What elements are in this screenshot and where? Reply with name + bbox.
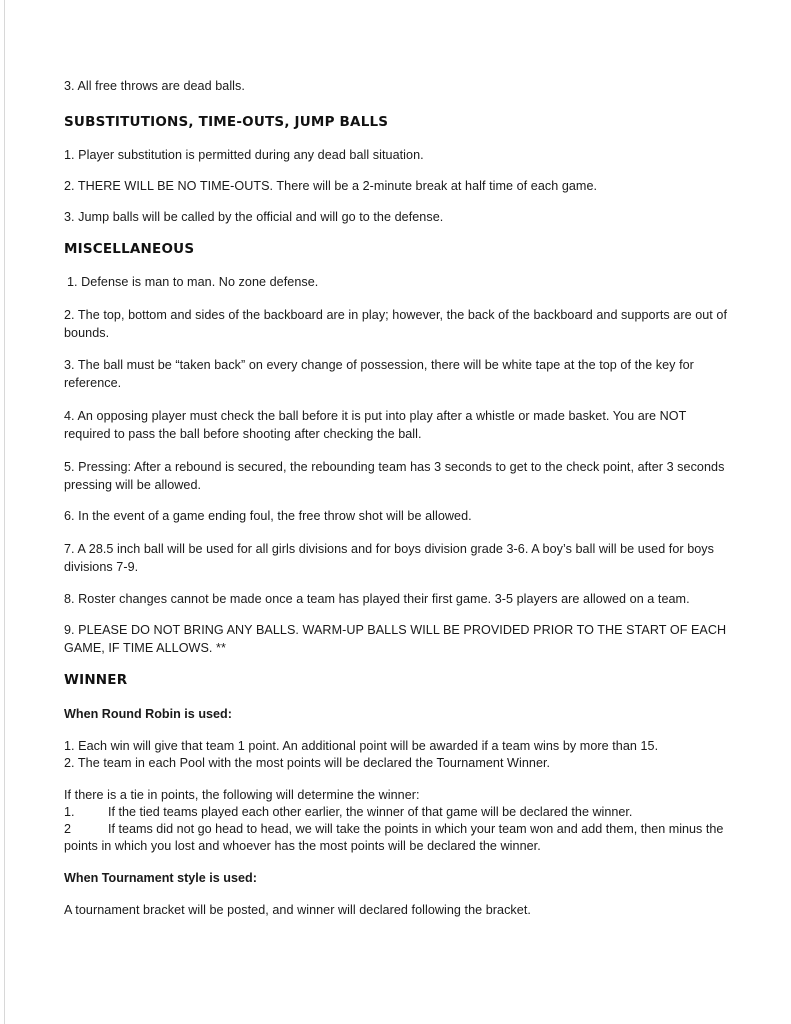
- heading-winner: WINNER: [64, 672, 128, 688]
- subheading-tournament: When Tournament style is used:: [64, 871, 257, 885]
- tie-rule-2: [64, 821, 734, 839]
- misc-rule-7: 7. A 28.5 inch ball will be used for all girls divisions and for boys division grade 3-6. A boy’s ball will be used for boys divisions 7-9.: [64, 542, 715, 574]
- misc-rule-5: 5. Pressing: After a rebound is secured, the rebounding team has 3 seconds to get to the check point, after 3 seconds pressing will be allowed.: [64, 460, 725, 492]
- sub-rule-3: 3. Jump balls will be called by the official and will go to the defense.: [64, 210, 444, 224]
- round-robin-rule-1: 1. Each win will give that team 1 point. An additional point will be awarded if a team wins by more than 15.: [64, 739, 659, 753]
- sub-rule-2: 2. THERE WILL BE NO TIME-OUTS. There will be a 2-minute break at half time of each game.: [64, 179, 598, 193]
- misc-rule-9: 9. PLEASE DO NOT BRING ANY BALLS. WARM-UP BALLS WILL BE PROVIDED PRIOR TO THE START OF EACH GAME, IF TIME ALLOWS. **: [64, 623, 727, 655]
- intro-rule: 3. All free throws are dead balls.: [64, 79, 245, 93]
- tie-rule-2-text: If teams did not go head to head, we will take the points in which your team won and add them, then minus the: [108, 822, 724, 836]
- misc-rule-8: 8. Roster changes cannot be made once a team has played their first game. 3-5 players are allowed on a team.: [64, 592, 690, 606]
- misc-rule-1: 1. Defense is man to man. No zone defense.: [67, 275, 319, 289]
- tie-rule-1-text: If the tied teams played each other earlier, the winner of that game will be declared the winner.: [108, 805, 633, 819]
- sub-rule-1: 1. Player substitution is permitted during any dead ball situation.: [64, 148, 424, 162]
- tie-intro: If there is a tie in points, the following will determine the winner:: [64, 788, 420, 802]
- misc-rule-4: 4. An opposing player must check the ball before it is put into play after a whistle or made basket. You are NOT required to pass the ball before shooting after checking the ball.: [64, 409, 687, 441]
- tournament-rule: A tournament bracket will be posted, and winner will declared following the bracket.: [64, 903, 531, 917]
- tie-rule-1: [64, 804, 734, 822]
- tie-rule-2-number: 2: [64, 822, 72, 836]
- round-robin-rule-2: 2. The team in each Pool with the most points will be declared the Tournament Winner.: [64, 756, 551, 770]
- misc-rule-6: 6. In the event of a game ending foul, the free throw shot will be allowed.: [64, 509, 472, 523]
- subheading-round-robin: When Round Robin is used:: [64, 707, 232, 721]
- heading-miscellaneous: MISCELLANEOUS: [64, 241, 195, 257]
- tie-rule-2-continued: points in which you lost and whoever has the most points will be declared the winner.: [64, 839, 541, 853]
- misc-rule-3: 3. The ball must be “taken back” on every change of possession, there will be white tape at the top of the key for reference.: [64, 358, 694, 390]
- tie-rule-1-number: 1.: [64, 805, 75, 819]
- misc-rule-2: 2. The top, bottom and sides of the backboard are in play; however, the back of the backboard and supports are out of bounds.: [64, 308, 728, 340]
- heading-substitutions: SUBSTITUTIONS, TIME-OUTS, JUMP BALLS: [64, 114, 389, 130]
